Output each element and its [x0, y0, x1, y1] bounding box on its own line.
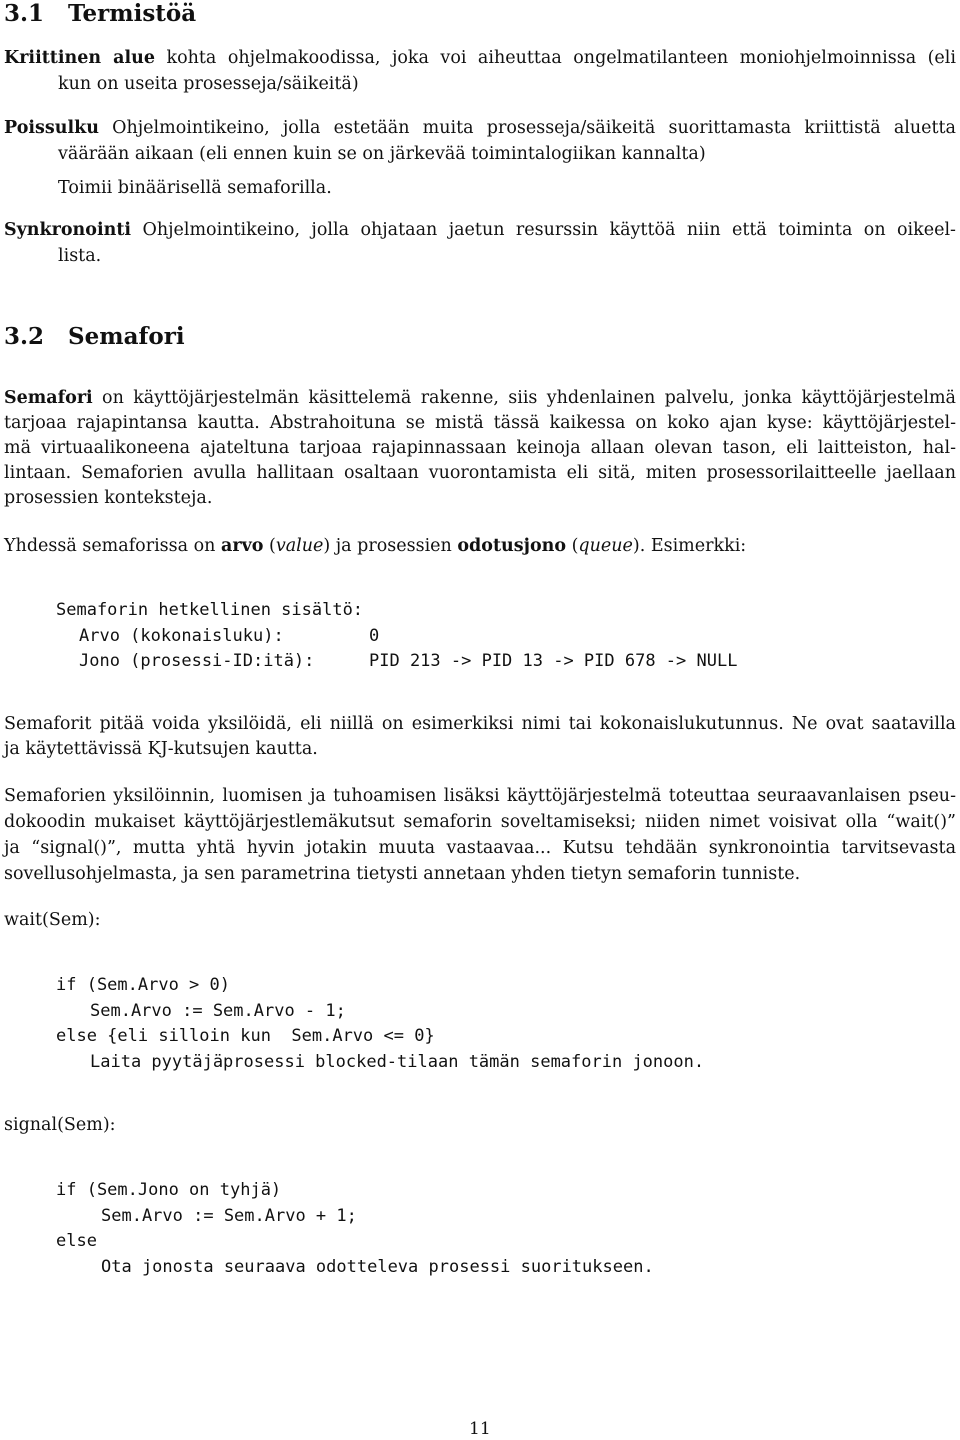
- example-line1: Semaforin hetkellinen sisältö:: [56, 600, 364, 620]
- term-synkronointi: Synkronointi: [4, 220, 132, 240]
- example-jono-value: PID 213 -> PID 13 -> PID 678 -> NULL: [369, 651, 738, 671]
- wait-code-line2: Sem.Arvo := Sem.Arvo - 1;: [90, 1001, 346, 1021]
- para4-line3: ja “signal()”, mutta yhtä hyvin jotakin muuta vastaavaa... Kutsu tehdään synkronointia tarvitsevasta: [4, 838, 956, 858]
- term-kriittinen-line2: kun on useita prosesseja/säikeitä): [58, 74, 359, 94]
- term-kriittinen-line1: [4, 50, 956, 68]
- para-text: (: [566, 536, 579, 556]
- para1-line1: [4, 390, 956, 408]
- para-text: on käyttöjärjestelmän käsittelemä rakenne, siis yhdenlainen palvelu, jonka käyttöjärjestelmä: [102, 388, 956, 408]
- para1-line4: lintaan. Semaforien avulla hallitaan osaltaan vuorontamista eli sitä, miten prosessorilaitteelle jaellaan: [4, 463, 956, 483]
- para2: [4, 538, 746, 556]
- term-poissulku-line2: väärään aikaan (eli ennen kuin se on järkevää toimintalogiikan kannalta): [58, 144, 706, 164]
- section-heading-3-2: [4, 325, 185, 348]
- signal-code-line1: if (Sem.Jono on tyhjä): [56, 1180, 282, 1200]
- term-definition: kohta ohjelmakoodissa, joka voi aiheuttaa ongelmatilanteen moniohjelmoinnissa (eli: [166, 48, 956, 68]
- term-synkronointi-line2: lista.: [58, 246, 102, 266]
- wait-code-line3: else {eli silloin kun Sem.Arvo <= 0}: [56, 1026, 435, 1046]
- term-poissulku-line1: [4, 120, 956, 138]
- wait-code-line4: Laita pyytäjäprosessi blocked-tilaan tämän semaforin jonoon.: [90, 1052, 705, 1072]
- para3-line1: Semaforit pitää voida yksilöidä, eli niillä on esimerkiksi nimi tai kokonaislukutunnus. Ne ovat saatavilla: [4, 714, 956, 734]
- term-poissulku: Poissulku: [4, 118, 99, 138]
- term-odotusjono: odotusjono: [457, 536, 567, 556]
- wait-label: wait(Sem):: [4, 910, 101, 930]
- signal-code-line2: Sem.Arvo := Sem.Arvo + 1;: [101, 1206, 357, 1226]
- section-number: 3.1: [4, 0, 45, 27]
- section-title: Termistöä: [68, 0, 197, 27]
- example-arvo-label: Arvo (kokonaisluku):: [79, 626, 284, 646]
- term-definition: Ohjelmointikeino, jolla ohjataan jaetun resurssin käyttöä niin että toiminta on oikeel-: [142, 220, 956, 240]
- term-value: value: [275, 536, 324, 556]
- term-synkronointi-line1: [4, 222, 956, 240]
- section-title: Semafori: [68, 323, 185, 350]
- signal-code-line4: Ota jonosta seuraava odotteleva prosessi suoritukseen.: [101, 1257, 654, 1277]
- para3-line2: ja käytettävissä KJ-kutsujen kautta.: [4, 739, 318, 759]
- para4-line1: Semaforien yksilöinnin, luomisen ja tuhoamisen lisäksi käyttöjärjestelmä toteuttaa seuraavanlaisen pseu-: [4, 786, 956, 806]
- term-semafori: Semafori: [4, 388, 93, 408]
- section-number: 3.2: [4, 323, 45, 350]
- section-heading-3-1: [4, 2, 196, 25]
- term-definition: Ohjelmointikeino, jolla estetään muita prosesseja/säikeitä suorittamasta kriittistä aluetta: [112, 118, 956, 138]
- term-queue: queue: [578, 536, 633, 556]
- para4-line4: sovellusohjelmasta, ja sen parametrina tietysti annetaan yhden tietyn semaforin tunniste.: [4, 864, 801, 884]
- term-arvo: arvo: [221, 536, 264, 556]
- para1-line5: prosessien konteksteja.: [4, 488, 213, 508]
- para-text: Yhdessä semaforissa on: [4, 536, 222, 556]
- para1-line3: mä virtuaalikoneena ajateltuna tarjoaa rajapinnassaan keinoja allaan olevan tason, eli laitteiston, hal-: [4, 438, 956, 458]
- para-text: (: [263, 536, 276, 556]
- para-text: ). Esimerkki:: [632, 536, 747, 556]
- signal-label: signal(Sem):: [4, 1115, 116, 1135]
- signal-code-line3: else: [56, 1231, 97, 1251]
- para4-line2: dokoodin mukaiset käyttöjärjestlemäkutsut semaforin soveltamiseksi; niiden nimet voisivat olla “wait()”: [4, 812, 956, 832]
- example-arvo-value: 0: [369, 626, 380, 646]
- example-jono-label: Jono (prosessi-ID:itä):: [79, 651, 315, 671]
- para1-line2: tarjoaa rajapintansa kautta. Abstrahoituna se mistä tässä kaikessa on koko ajan kyse: käyttöjärjestel-: [4, 413, 956, 433]
- wait-code-line1: if (Sem.Arvo > 0): [56, 975, 230, 995]
- page-number: 11: [469, 1419, 491, 1439]
- term-poissulku-line3: Toimii binäärisellä semaforilla.: [58, 178, 332, 198]
- term-kriittinen: Kriittinen alue: [4, 48, 155, 68]
- para-text: ) ja prosessien: [323, 536, 458, 556]
